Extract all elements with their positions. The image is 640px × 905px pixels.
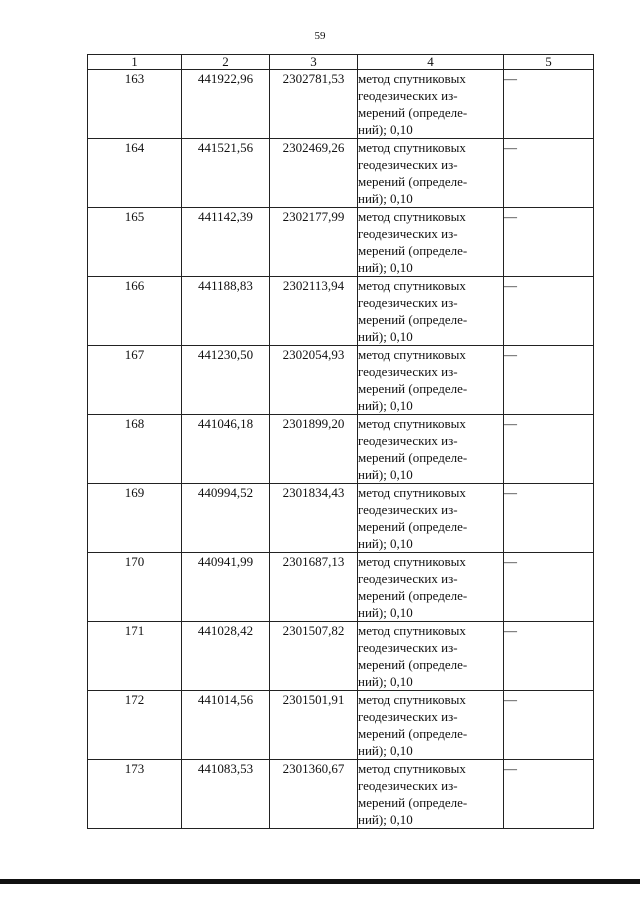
method-line: метод спутниковых [358,278,466,293]
table-row [88,484,594,553]
method-line: мерений (определе- [358,657,468,672]
method-line: метод спутниковых [358,209,466,224]
y-coordinate-cell: 2301507,82 [270,622,358,691]
method-line: метод спутниковых [358,761,466,776]
point-number-cell: 168 [88,415,182,484]
y-coordinate-cell: 2302054,93 [270,346,358,415]
method-cell [358,415,504,484]
x-coordinate-cell: 440941,99 [182,553,270,622]
y-coordinate-cell: 2302781,53 [270,70,358,139]
table-header-row [88,55,594,70]
method-line: ний); 0,10 [358,260,413,275]
method-line: мерений (определе- [358,519,468,534]
x-coordinate-cell: 440994,52 [182,484,270,553]
point-number-cell: 169 [88,484,182,553]
y-coordinate-cell: 2301687,13 [270,553,358,622]
method-line: геодезических из- [358,157,458,172]
method-line: мерений (определе- [358,588,468,603]
column-5-cell: — [504,691,594,760]
method-line: геодезических из- [358,502,458,517]
method-line: мерений (определе- [358,726,468,741]
table-row [88,760,594,829]
column-5-cell: — [504,484,594,553]
column-5-cell: — [504,70,594,139]
method-line: метод спутниковых [358,416,466,431]
method-line: ний); 0,10 [358,467,413,482]
table-row [88,553,594,622]
column-header-4: 4 [358,55,504,70]
method-line: геодезических из- [358,571,458,586]
method-cell [358,70,504,139]
table-row [88,346,594,415]
y-coordinate-cell: 2301834,43 [270,484,358,553]
method-line: геодезических из- [358,295,458,310]
page-number: 59 [314,30,326,42]
table-row [88,415,594,484]
column-5-cell: — [504,208,594,277]
method-line: ний); 0,10 [358,743,413,758]
x-coordinate-cell: 441230,50 [182,346,270,415]
method-line: геодезических из- [358,226,458,241]
y-coordinate-cell: 2302113,94 [270,277,358,346]
method-cell [358,691,504,760]
point-number-cell: 165 [88,208,182,277]
method-line: метод спутниковых [358,71,466,86]
x-coordinate-cell: 441922,96 [182,70,270,139]
method-line: ний); 0,10 [358,329,413,344]
method-line: метод спутниковых [358,485,466,500]
method-line: геодезических из- [358,640,458,655]
method-cell [358,553,504,622]
method-line: ний); 0,10 [358,122,413,137]
coordinates-table [87,54,594,829]
method-line: геодезических из- [358,88,458,103]
method-line: геодезических из- [358,433,458,448]
method-line: мерений (определе- [358,105,468,120]
method-line: метод спутниковых [358,692,466,707]
y-coordinate-cell: 2302469,26 [270,139,358,208]
method-cell [358,346,504,415]
method-line: метод спутниковых [358,554,466,569]
method-line: мерений (определе- [358,243,468,258]
method-line: мерений (определе- [358,174,468,189]
y-coordinate-cell: 2301501,91 [270,691,358,760]
method-cell [358,208,504,277]
point-number-cell: 167 [88,346,182,415]
method-cell [358,760,504,829]
table-row [88,70,594,139]
method-line: ний); 0,10 [358,398,413,413]
column-header-2: 2 [182,55,270,70]
x-coordinate-cell: 441028,42 [182,622,270,691]
method-cell [358,484,504,553]
method-line: метод спутниковых [358,140,466,155]
point-number-cell: 164 [88,139,182,208]
column-5-cell: — [504,139,594,208]
x-coordinate-cell: 441083,53 [182,760,270,829]
table-row [88,691,594,760]
column-header-3: 3 [270,55,358,70]
method-line: мерений (определе- [358,795,468,810]
method-line: метод спутниковых [358,347,466,362]
column-5-cell: — [504,622,594,691]
method-line: мерений (определе- [358,381,468,396]
column-header-5: 5 [504,55,594,70]
y-coordinate-cell: 2302177,99 [270,208,358,277]
table-row [88,139,594,208]
column-5-cell: — [504,553,594,622]
x-coordinate-cell: 441142,39 [182,208,270,277]
column-header-1: 1 [88,55,182,70]
method-cell [358,277,504,346]
point-number-cell: 171 [88,622,182,691]
method-line: метод спутниковых [358,623,466,638]
method-line: геодезических из- [358,709,458,724]
column-5-cell: — [504,415,594,484]
method-line: ний); 0,10 [358,191,413,206]
column-5-cell: — [504,760,594,829]
table-row [88,622,594,691]
bottom-rule [0,879,640,884]
column-5-cell: — [504,346,594,415]
method-line: мерений (определе- [358,450,468,465]
method-line: ний); 0,10 [358,674,413,689]
method-line: ний); 0,10 [358,812,413,827]
point-number-cell: 173 [88,760,182,829]
point-number-cell: 166 [88,277,182,346]
point-number-cell: 170 [88,553,182,622]
method-line: геодезических из- [358,364,458,379]
x-coordinate-cell: 441014,56 [182,691,270,760]
x-coordinate-cell: 441046,18 [182,415,270,484]
point-number-cell: 163 [88,70,182,139]
method-line: геодезических из- [358,778,458,793]
x-coordinate-cell: 441188,83 [182,277,270,346]
table-row [88,208,594,277]
method-line: мерений (определе- [358,312,468,327]
method-cell [358,139,504,208]
y-coordinate-cell: 2301360,67 [270,760,358,829]
table-body [88,70,594,829]
y-coordinate-cell: 2301899,20 [270,415,358,484]
column-5-cell: — [504,277,594,346]
method-line: ний); 0,10 [358,605,413,620]
x-coordinate-cell: 441521,56 [182,139,270,208]
table-row [88,277,594,346]
method-line: ний); 0,10 [358,536,413,551]
point-number-cell: 172 [88,691,182,760]
method-cell [358,622,504,691]
